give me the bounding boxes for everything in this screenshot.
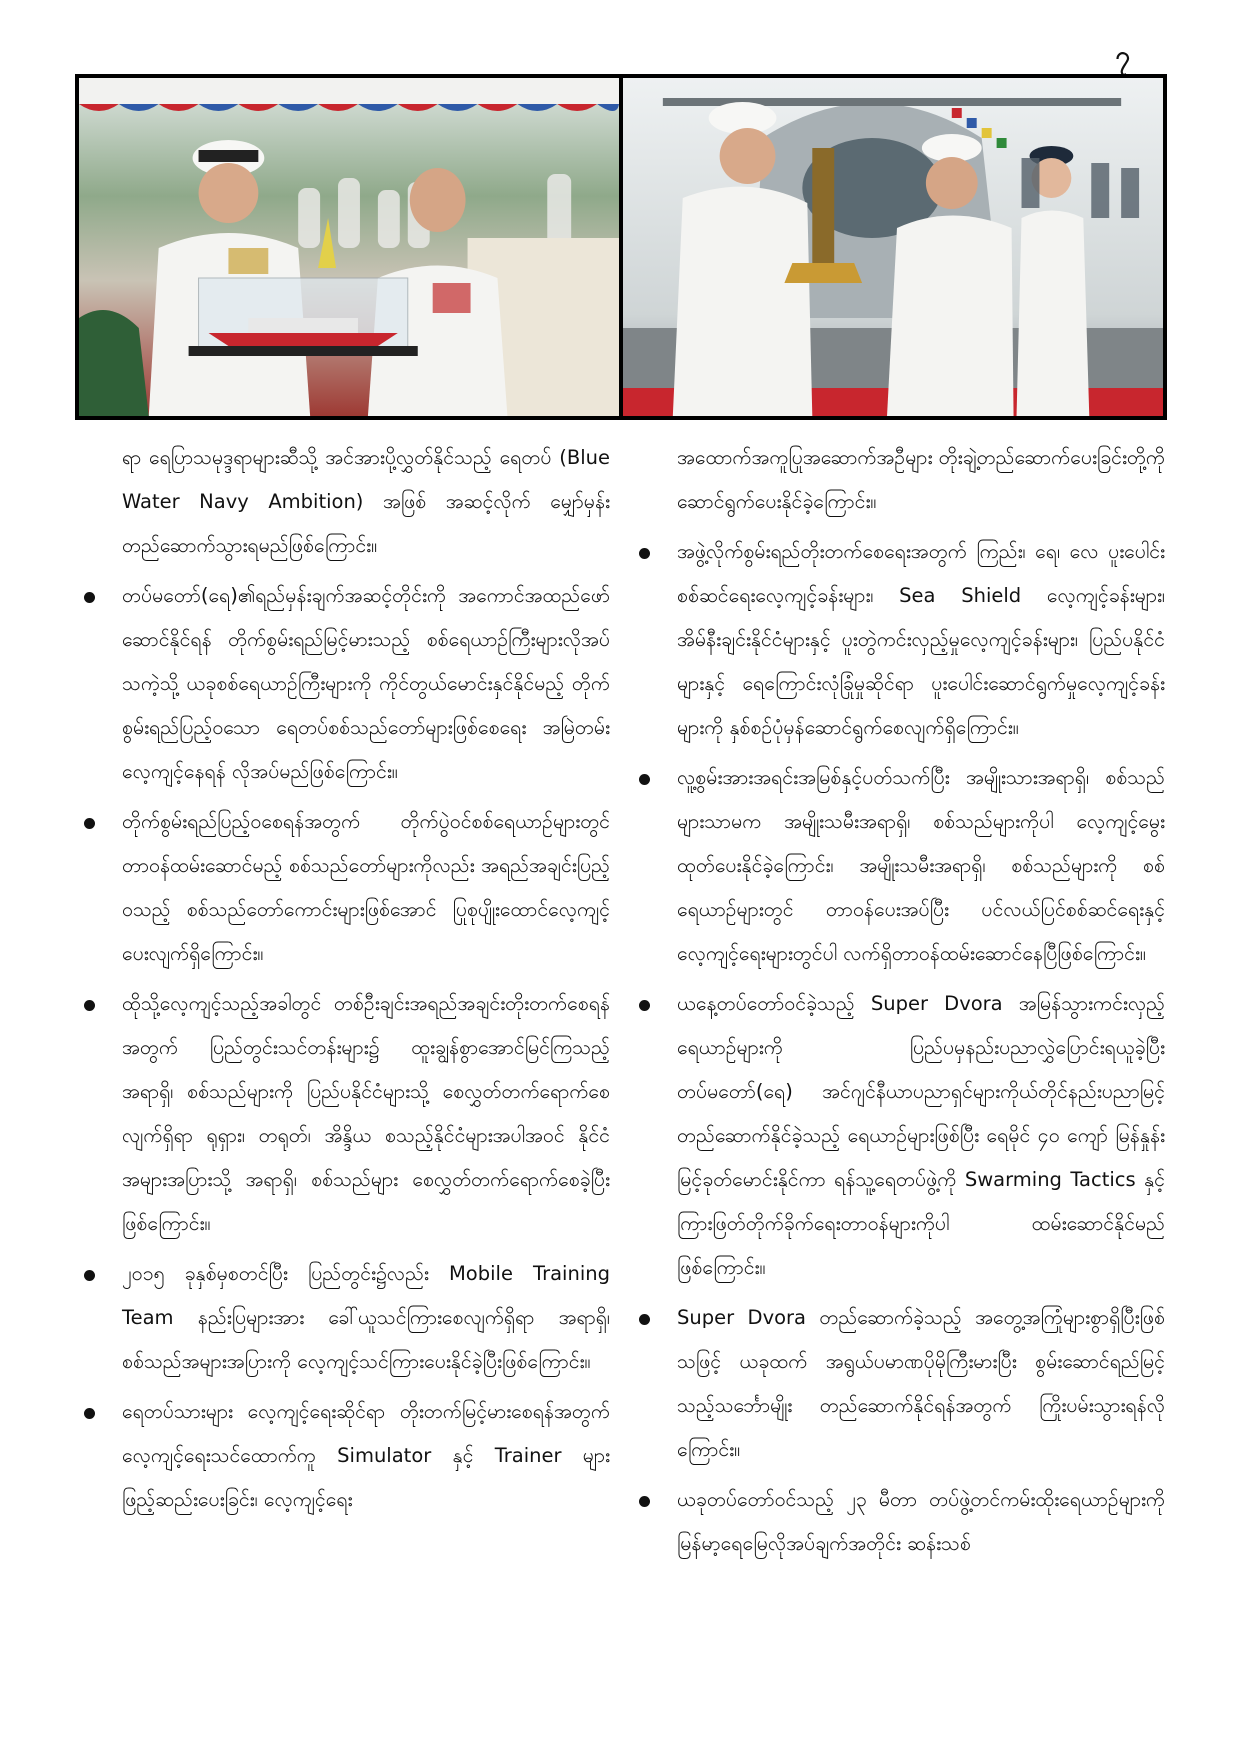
bullet-text: Super Dvora တည်ဆောက်ခဲ့သည့် အတွေ့အကြုံများစွာရှိပြီးဖြစ်သဖြင့် ယခုထက် အရွယ်ပမာဏပိုမိုကြီးမားပြီး စွမ်းဆောင်ရည်မြင့်သည့်သင်္ဘောမျိုး တည်ဆောက်နိုင်ရန်အတွက် ကြိုးပမ်းသွားရန်လိုကြောင်း။	[677, 1306, 1165, 1461]
bullet-icon	[84, 1270, 95, 1281]
left-column	[80, 436, 610, 1572]
bullet-text: ရေတပ်သားများ လေ့ကျင့်ရေးဆိုင်ရာ တိုးတက်မြင့်မားစေရန်အတွက် လေ့ကျင့်ရေးသင်ထောက်ကူ Simulator နှင့် Trainer များဖြည့်ဆည်းပေးခြင်း၊ လေ့ကျင့်ရေး	[122, 1400, 610, 1511]
article-columns	[80, 436, 1165, 1572]
left-column-bullet-list	[80, 574, 610, 1522]
bullet-item	[635, 982, 1165, 1290]
bullet-item	[80, 1390, 610, 1522]
ceremony-model-ship-image	[79, 78, 619, 416]
bullet-text: ယခုတပ်တော်ဝင်သည့် ၂၃ မီတာ တပ်ဖွဲ့တင်ကမ်းထိုးရေယာဉ်များကို မြန်မာ့ရေမြေလိုအပ်ချက်အတိုင်း ဆန်းသစ်	[677, 1488, 1165, 1555]
right-column-lead-paragraph: အထောက်အကူပြုအဆောက်အဦများ တိုးချဲ့တည်ဆောက်ပေးခြင်းတို့ကို ဆောင်ရွက်ပေးနိုင်ခဲ့ကြောင်း။	[677, 446, 1165, 513]
bullet-text: အဖွဲ့လိုက်စွမ်းရည်တိုးတက်စေရေးအတွက် ကြည်း၊ ရေ၊ လေ ပူးပေါင်းစစ်ဆင်ရေးလေ့ကျင့်ခန်းများ၊ Sea Shield လေ့ကျင့်ခန်းများ၊ အိမ်နီးချင်းနိုင်ငံများနှင့် ပူးတွဲကင်းလှည့်မှုလေ့ကျင့်ခန်းများ၊ ပြည်ပနိုင်ငံများနှင့် ရေကြောင်းလုံခြုံမှုဆိုင်ရာ ပူးပေါင်းဆောင်ရွက်မှုလေ့ကျင့်ခန်းများကို နှစ်စဉ်ပုံမှန်ဆောင်ရွက်စေလျက်ရှိကြောင်း။	[677, 540, 1165, 739]
bullet-item	[635, 530, 1165, 750]
bullet-item	[80, 574, 610, 794]
bullet-text: တပ်မတော်(ရေ)၏ရည်မှန်းချက်အဆင့်တိုင်းကို အကောင်အထည်ဖော်ဆောင်နိုင်ရန် တိုက်စွမ်းရည်မြင့်မားသည့် စစ်ရေယာဉ်ကြီးများလိုအပ်သကဲ့သို့ ယခုစစ်ရေယာဉ်ကြီးများကို ကိုင်တွယ်မောင်းနှင်နိုင်မည့် တိုက်စွမ်းရည်ပြည့်ဝသော ရေတပ်စစ်သည်တော်များဖြစ်စေရေး အမြဲတမ်းလေ့ကျင့်နေရန် လိုအပ်မည်ဖြစ်ကြောင်း။	[122, 584, 610, 783]
ceremony-trophy-helicopter-image	[623, 78, 1163, 416]
right-column	[635, 436, 1165, 1572]
bullet-icon	[639, 1314, 650, 1325]
bullet-item	[635, 1478, 1165, 1566]
ceremony-trophy-helicopter-photo	[623, 78, 1163, 416]
bullet-icon	[639, 548, 650, 559]
bullet-icon	[84, 1408, 95, 1419]
bullet-text: တိုက်စွမ်းရည်ပြည့်ဝစေရန်အတွက် တိုက်ပွဲဝင်စစ်ရေယာဉ်များတွင် တာဝန်ထမ်းဆောင်မည့် စစ်သည်တော်များကိုလည်း အရည်အချင်းပြည့်ဝသည့် စစ်သည်တော်ကောင်းများဖြစ်အောင် ပြုစုပျိုးထောင်လေ့ကျင့်ပေးလျက်ရှိကြောင်း။	[122, 810, 610, 965]
bullet-text: ယနေ့တပ်တော်ဝင်ခဲ့သည့် Super Dvora အမြန်သွားကင်းလှည့်ရေယာဉ်များကို ပြည်ပမှနည်းပညာလွှဲပြောင်းရယူခဲ့ပြီး တပ်မတော်(ရေ) အင်ဂျင်နီယာပညာရှင်များကိုယ်တိုင်နည်းပညာမြင့်တည်ဆောက်နိုင်ခဲ့သည့် ရေယာဉ်များဖြစ်ပြီး ရေမိုင် ၄၀ ကျော် မြန်နှုန်းမြင့်ခုတ်မောင်းနိုင်ကာ ရန်သူ့ရေတပ်ဖွဲ့ကို Swarming Tactics နှင့် ကြားဖြတ်တိုက်ခိုက်ရေးတာဝန်များကိုပါ ထမ်းဆောင်နိုင်မည်ဖြစ်ကြောင်း။	[677, 992, 1165, 1279]
bullet-icon	[84, 1000, 95, 1011]
bullet-icon	[639, 1496, 650, 1507]
bullet-item	[80, 1252, 610, 1384]
bullet-icon	[84, 818, 95, 829]
bullet-item	[635, 756, 1165, 976]
right-column-bullet-list	[635, 530, 1165, 1566]
bullet-item	[635, 1296, 1165, 1472]
bullet-text: ထိုသို့လေ့ကျင့်သည့်အခါတွင် တစ်ဦးချင်းအရည်အချင်းတိုးတက်စေရန်အတွက် ပြည်တွင်းသင်တန်းများ၌ ထူးချွန်စွာအောင်မြင်ကြသည့် အရာရှိ၊ စစ်သည်များကို ပြည်ပနိုင်ငံများသို့ စေလွှတ်တက်ရောက်စေလျက်ရှိရာ ရုရှား၊ တရုတ်၊ အိန္ဒိယ စသည့်နိုင်ငံများအပါအဝင် နိုင်ငံအများအပြားသို့ အရာရှိ၊ စစ်သည်များ စေလွှတ်တက်ရောက်စေခဲ့ပြီးဖြစ်ကြောင်း။	[122, 992, 610, 1235]
bullet-icon	[639, 774, 650, 785]
left-column-lead-paragraph: ရာ ရေပြာသမုဒ္ဒရာများဆီသို့ အင်အားပို့လွှတ်နိုင်သည့် ရေတပ် (Blue Water Navy Ambition) အဖြစ် အဆင့်လိုက် မျှော်မှန်းတည်ဆောက်သွားရမည်ဖြစ်ကြောင်း။	[122, 446, 610, 557]
bullet-item	[80, 800, 610, 976]
ceremony-model-ship-photo	[79, 78, 619, 416]
photo-strip	[75, 74, 1167, 420]
page-number: ၇	[1115, 41, 1130, 71]
bullet-text: လူ့စွမ်းအားအရင်းအမြစ်နှင့်ပတ်သက်ပြီး အမျိုးသားအရာရှိ၊ စစ်သည်များသာမက အမျိုးသမီးအရာရှိ၊ စစ်သည်များကိုပါ လေ့ကျင့်မွေးထုတ်ပေးနိုင်ခဲ့ကြောင်း၊ အမျိုးသမီးအရာရှိ၊ စစ်သည်များကို စစ်ရေယာဉ်များတွင် တာဝန်ပေးအပ်ပြီး ပင်လယ်ပြင်စစ်ဆင်ရေးနှင့် လေ့ကျင့်ရေးများတွင်ပါ လက်ရှိတာဝန်ထမ်းဆောင်နေပြီဖြစ်ကြောင်း။	[677, 766, 1165, 965]
bullet-icon	[639, 1000, 650, 1011]
bullet-icon	[84, 592, 95, 603]
bullet-text: ၂၀၁၅ ခုနှစ်မှစတင်ပြီး ပြည်တွင်း၌လည်း Mobile Training Team နည်းပြများအား ခေါ်ယူသင်ကြားစေလျက်ရှိရာ အရာရှိ၊ စစ်သည်အများအပြားကို လေ့ကျင့်သင်ကြားပေးနိုင်ခဲ့ပြီးဖြစ်ကြောင်း။	[122, 1262, 610, 1373]
bullet-item	[80, 982, 610, 1246]
